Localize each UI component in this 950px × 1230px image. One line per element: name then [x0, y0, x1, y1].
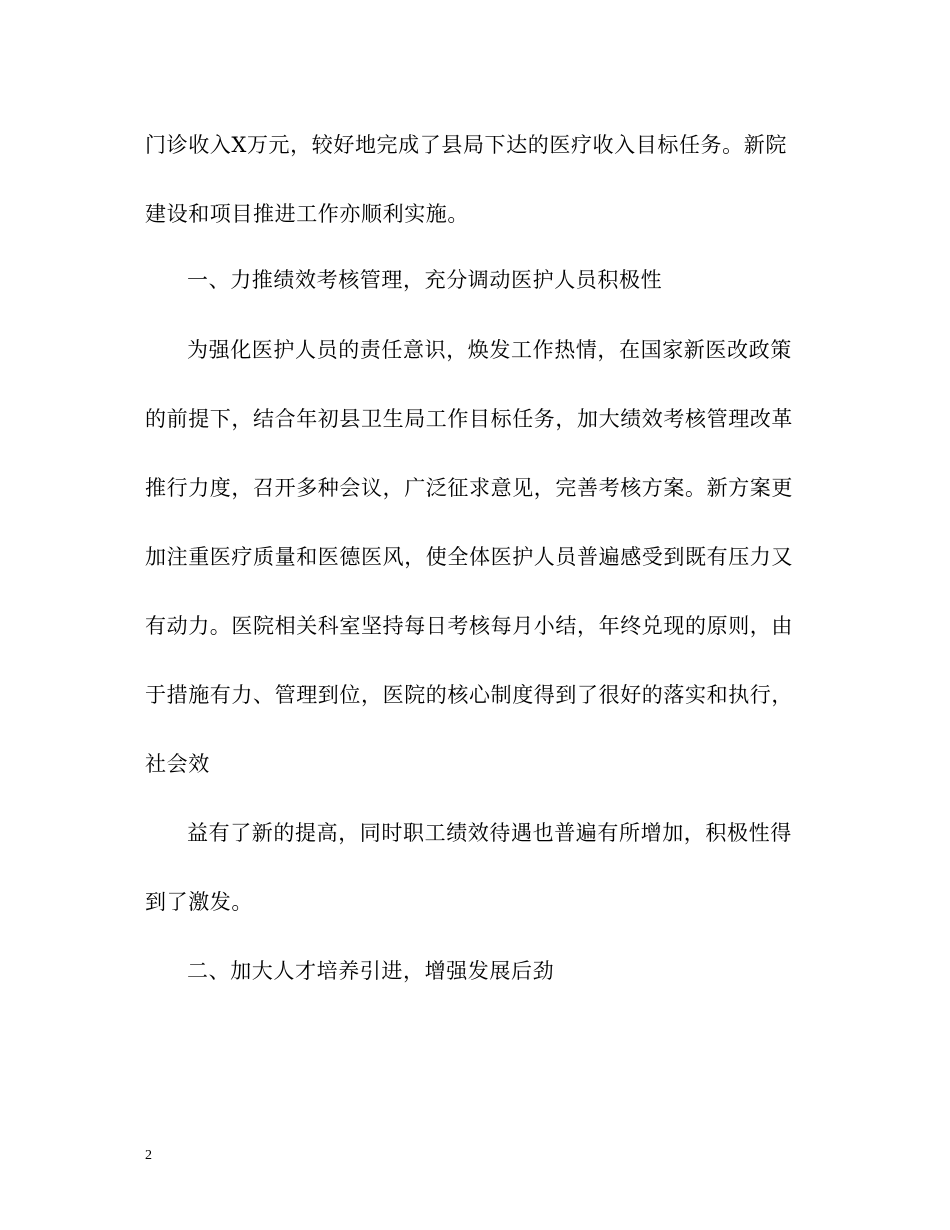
body-text-line: 到了激发。 [145, 890, 253, 914]
body-text-line: 社会效 [145, 752, 210, 776]
body-text-line: 的前提下，结合年初县卫生局工作目标任务，加大绩效考核管理改革 [145, 407, 793, 431]
body-text-line: 为强化医护人员的责任意识，焕发工作热情，在国家新医改政策 [187, 338, 792, 362]
body-text-line: 于措施有力、管理到位，医院的核心制度得到了很好的落实和执行， [145, 683, 793, 707]
body-text-line: 有动力。医院相关科室坚持每日考核每月小结，年终兑现的原则，由 [145, 614, 793, 638]
section-heading-1: 一、力推绩效考核管理，充分调动医护人员积极性 [187, 268, 663, 292]
section-heading-2: 二、加大人才培养引进，增强发展后劲 [187, 959, 555, 983]
body-text-line: 益有了新的提高，同时职工绩效待遇也普遍有所增加，积极性得 [187, 821, 792, 845]
body-text-line: 门诊收入X万元，较好地完成了县局下达的医疗收入目标任务。新院 [145, 133, 787, 157]
body-text-line: 建设和项目推进工作亦顺利实施。 [145, 202, 469, 226]
body-text-line: 推行力度，召开多种会议，广泛征求意见，完善考核方案。新方案更 [145, 476, 793, 500]
page-number: 2 [145, 1148, 152, 1163]
body-text-line: 加注重医疗质量和医德医风，使全体医护人员普遍感受到既有压力又 [145, 545, 793, 569]
